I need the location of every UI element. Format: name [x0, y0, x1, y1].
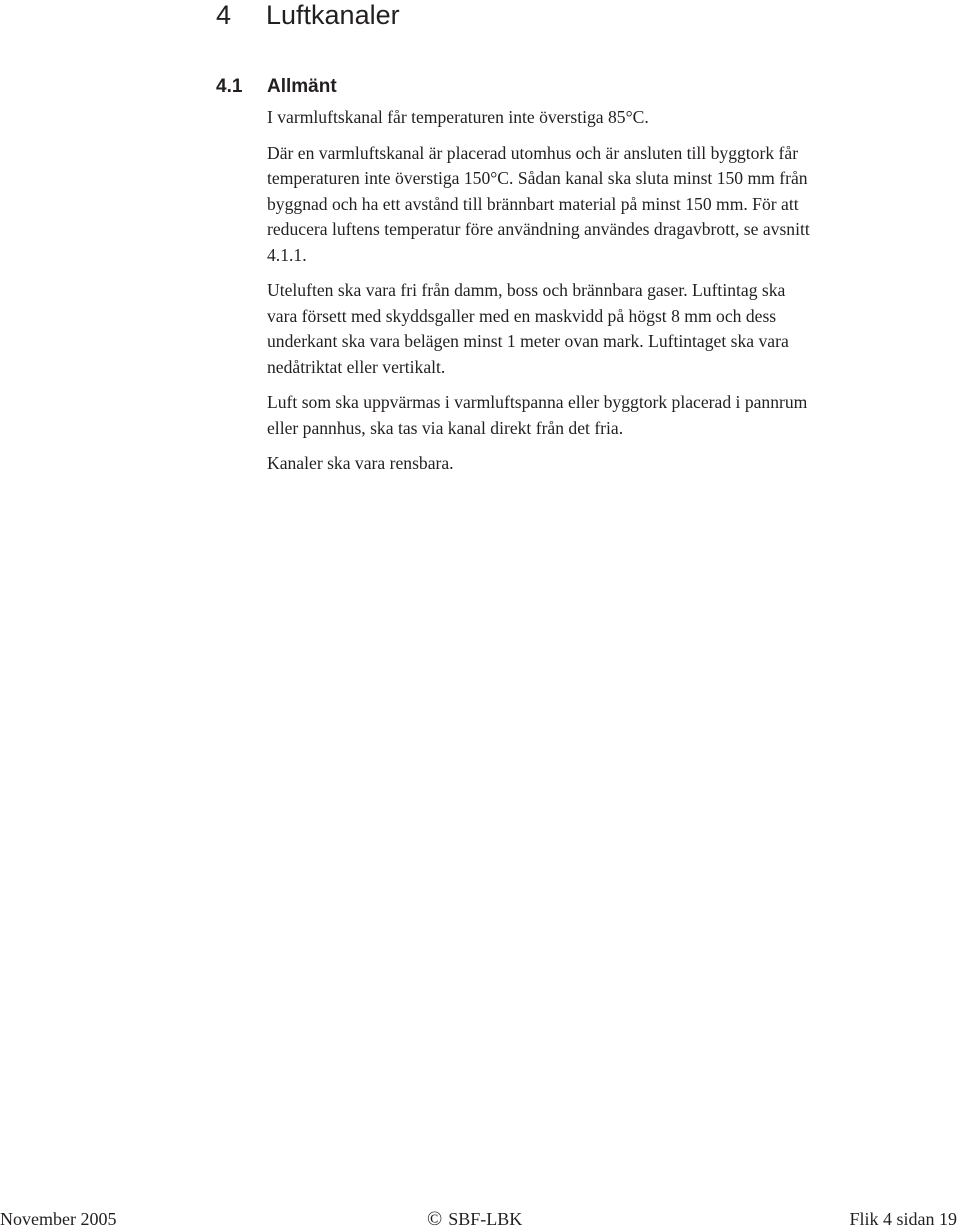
text-line: nedåtriktat eller vertikalt.: [267, 356, 446, 377]
text-line: temperaturen inte överstiga 150°C. Sådan kanal ska sluta minst 150 mm från: [267, 168, 808, 188]
footer-date: November 2005: [0, 1209, 117, 1229]
text-line: byggnad och ha ett avstånd till brännbart material på minst 150 mm. För att: [267, 193, 799, 214]
section-heading: [216, 75, 337, 99]
text-line: eller pannhus, ska tas via kanal direkt från det fria.: [267, 417, 624, 438]
text-line: reducera luftens temperatur före användning användes dragavbrott, se avsnitt: [267, 219, 810, 239]
paragraph-4: [267, 390, 907, 441]
text-line: Uteluften ska vara fri från damm, boss och brännbara gaser. Luftintag ska: [267, 280, 786, 300]
chapter-heading: [216, 0, 400, 30]
paragraph-2: [267, 141, 907, 269]
publisher-name: SBF-LBK: [448, 1209, 523, 1229]
text-line: Luft som ska uppvärmas i varmluftspanna eller byggtork placerad i pannrum: [267, 392, 808, 412]
footer-page-number: Flik 4 sidan 19: [849, 1209, 957, 1229]
text-line: 4.1.1.: [267, 244, 307, 265]
section-body: [267, 105, 907, 487]
paragraph-1: [267, 105, 907, 131]
paragraph-5: [267, 451, 907, 477]
section-number: 4.1: [216, 76, 243, 97]
text-line: Där en varmluftskanal är placerad utomhus och är ansluten till byggtork får: [267, 142, 799, 163]
chapter-title: Luftkanaler: [266, 0, 400, 30]
text-line: I varmluftskanal får temperaturen inte överstiga 85°C.: [267, 107, 649, 127]
section-title: Allmänt: [267, 76, 337, 97]
paragraph-3: [267, 278, 907, 380]
copyright-icon: ©: [427, 1208, 443, 1230]
page-footer: [0, 1207, 960, 1231]
footer-publisher: [427, 1207, 522, 1231]
text-line: underkant ska vara belägen minst 1 meter ovan mark. Luftintaget ska vara: [267, 331, 789, 351]
text-line: Kanaler ska vara rensbara.: [267, 453, 454, 473]
text-line: vara försett med skyddsgaller med en maskvidd på högst 8 mm och dess: [267, 305, 777, 326]
chapter-number: 4: [216, 0, 232, 30]
